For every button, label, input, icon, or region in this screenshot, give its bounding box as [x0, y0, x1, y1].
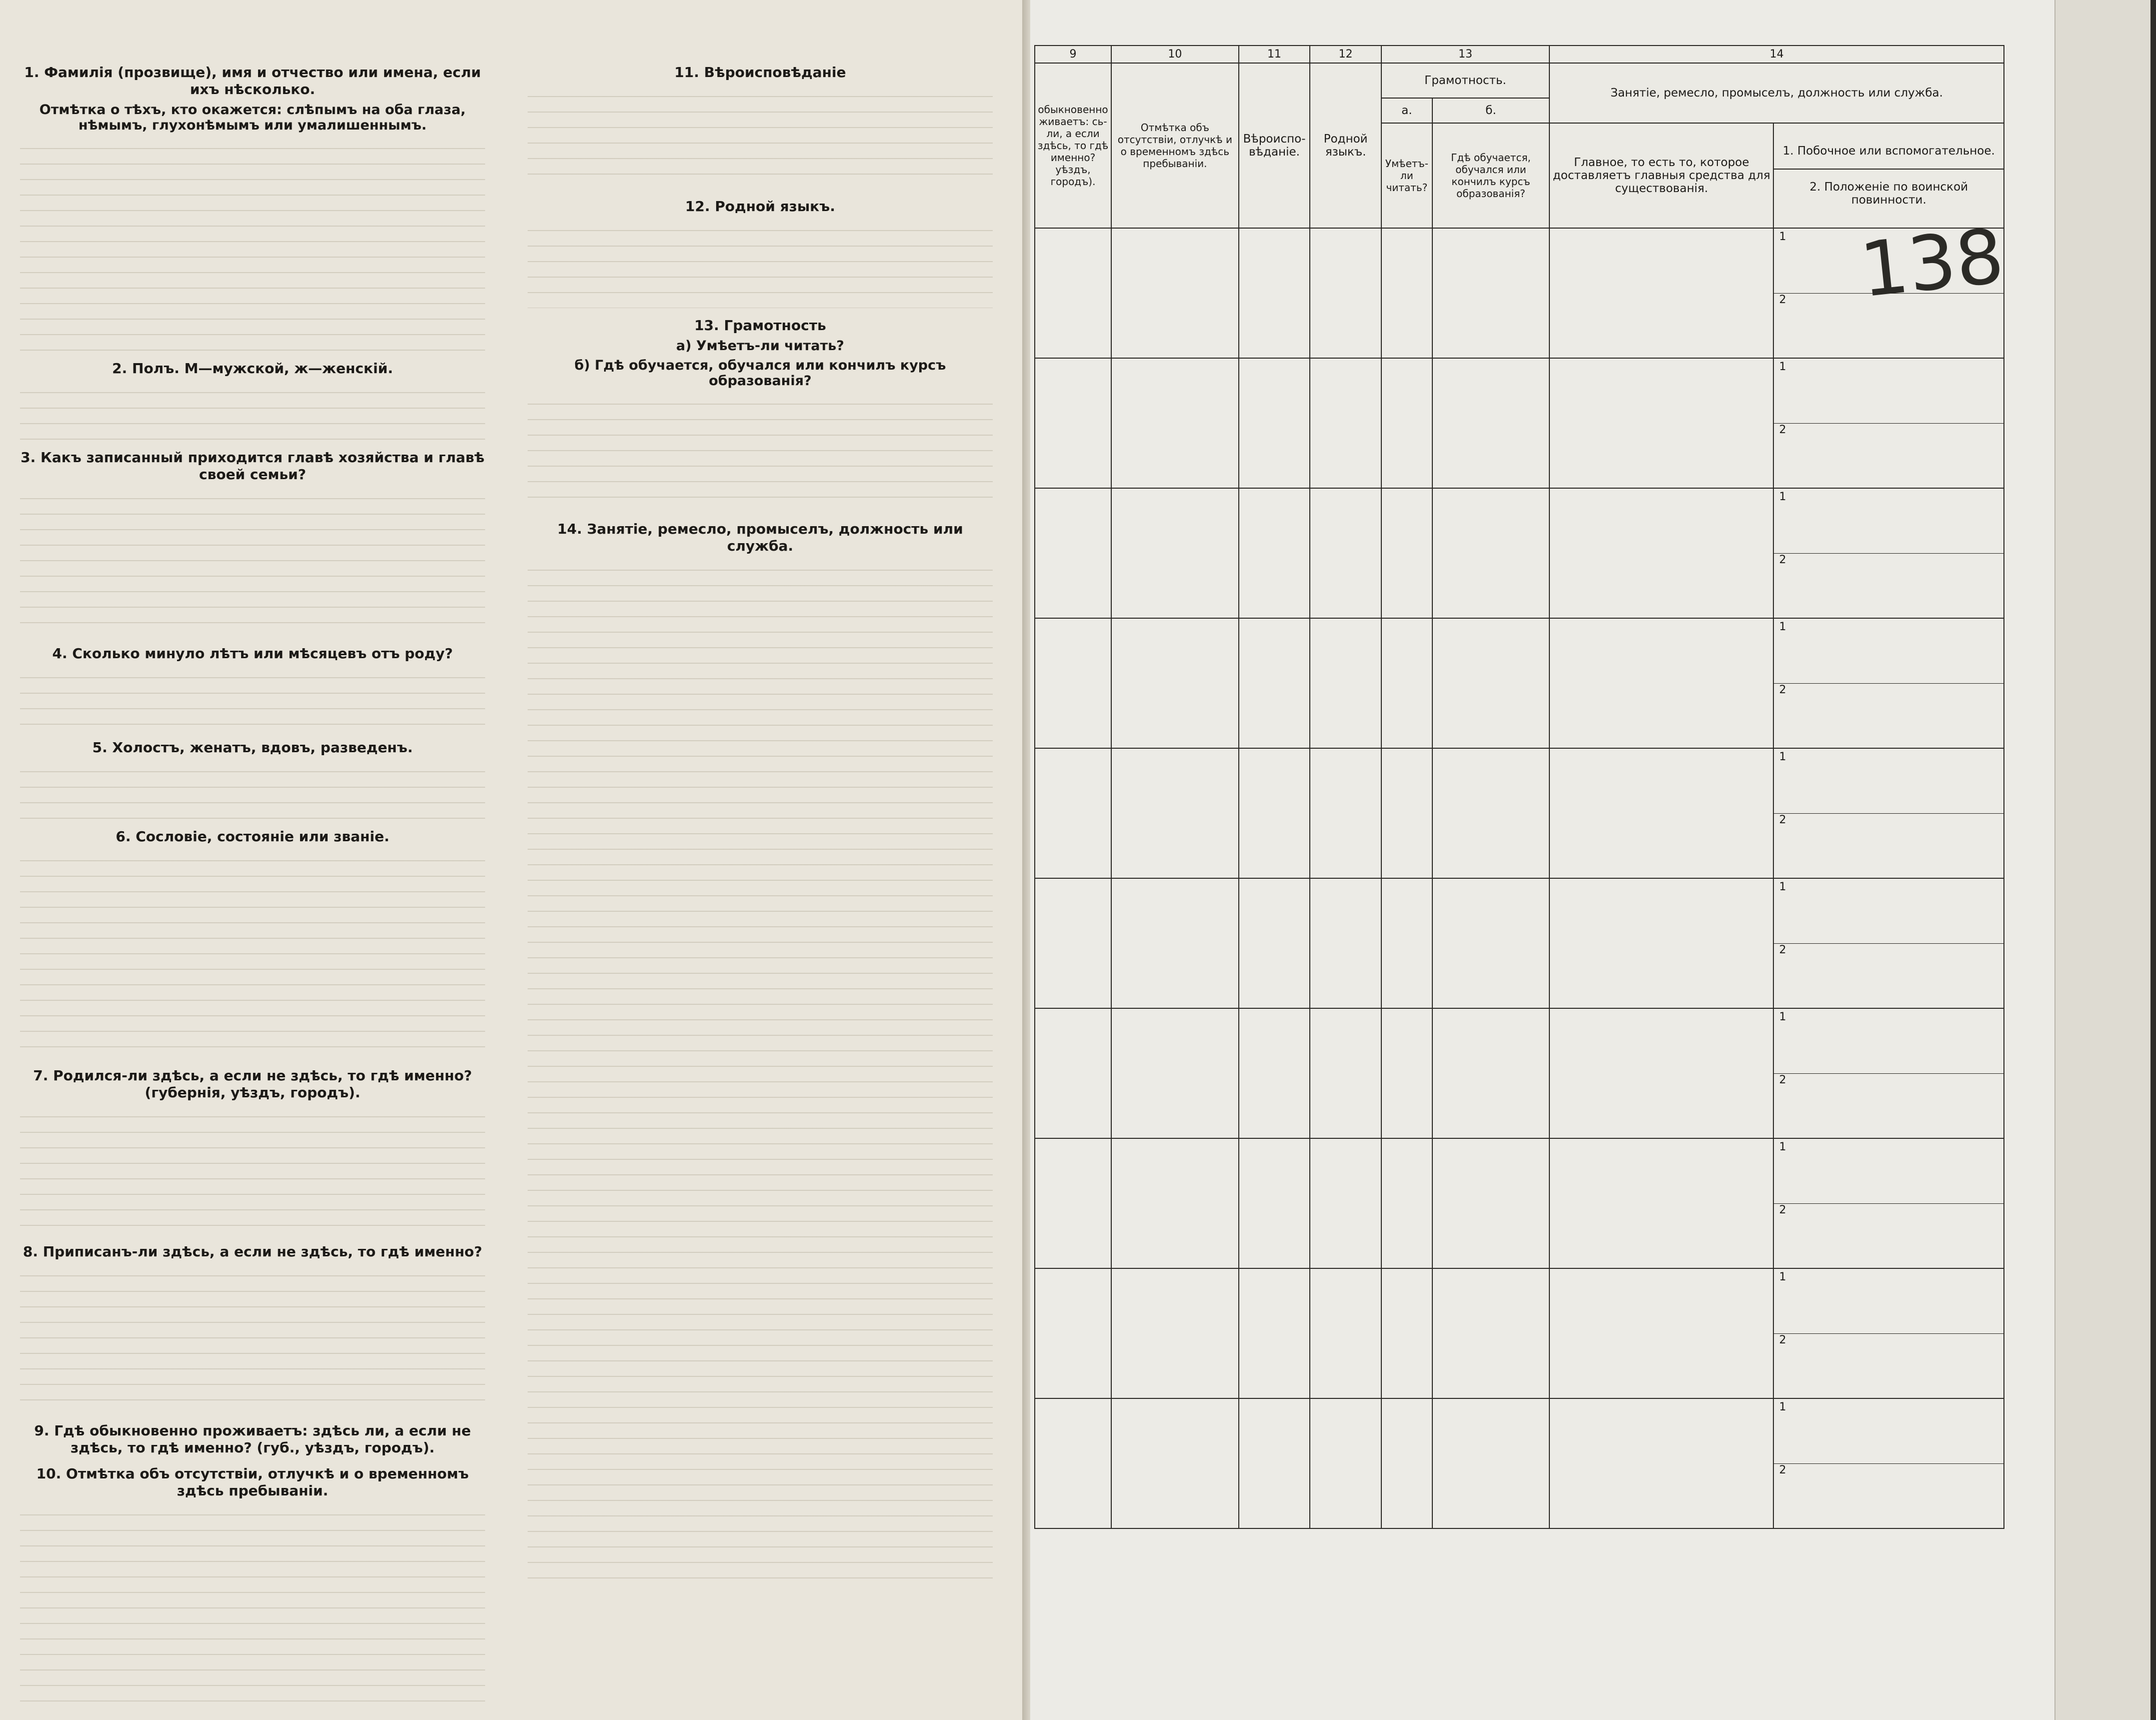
header-side-occupation: 1. Побочное или вспомогательное. [1774, 134, 2003, 170]
paragraph-text [20, 486, 485, 636]
subrow-1: 1 [1779, 620, 1786, 633]
subrow-1: 1 [1779, 880, 1786, 893]
cell [1773, 1268, 2004, 1398]
cell [1035, 358, 1111, 488]
section-heading: 4. Сколько минуло лѣтъ или мѣсяцевъ отъ роду? [52, 645, 453, 662]
paragraph-text [528, 218, 993, 308]
paragraph-text [20, 848, 485, 1058]
cell [1432, 1138, 1549, 1268]
cell [1035, 488, 1111, 618]
paragraph-text [20, 380, 485, 440]
subrow-1: 1 [1779, 1010, 1786, 1023]
section-heading: 10. Отмѣтка объ отсутствіи, отлучкѣ и о временномъ здѣсь пребываніи. [36, 1465, 469, 1499]
cell [1381, 1268, 1432, 1398]
cell [1310, 1138, 1381, 1268]
cell [1381, 748, 1432, 878]
cell [1432, 1398, 1549, 1528]
cell [1239, 618, 1310, 748]
cell [1381, 1008, 1432, 1138]
paragraph-text [528, 392, 993, 512]
cell [1111, 1008, 1239, 1138]
table-row [1035, 488, 2004, 618]
cell [1310, 358, 1381, 488]
cell [1773, 488, 2004, 618]
section-heading: 3. Какъ записанный приходится главѣ хозяйства и главѣ своей семьи? [21, 449, 485, 483]
subrow-1: 1 [1779, 750, 1786, 763]
cell [1381, 618, 1432, 748]
subrow-2: 2 [1774, 1463, 2003, 1526]
header-occupation-b [1773, 123, 2004, 228]
cell [1549, 1008, 1773, 1138]
section-heading: 1. Фамилія (прозвище), имя и отчество или имена, если ихъ нѣсколько. [24, 64, 481, 98]
header-literacy-b: б. [1432, 98, 1549, 123]
header-military-status: 2. Положеніе по воинской повинности. [1809, 181, 1968, 207]
cell [1381, 488, 1432, 618]
cell [1549, 228, 1773, 358]
section-heading: 13. Грамотность [694, 317, 826, 334]
section-heading: 12. Родной языкъ. [685, 198, 835, 215]
cell [1549, 488, 1773, 618]
paragraph-text [20, 1502, 485, 1712]
cell [1111, 1398, 1239, 1528]
cell [1381, 228, 1432, 358]
cell [1432, 1268, 1549, 1398]
cell [1310, 228, 1381, 358]
table-row [1035, 1008, 2004, 1138]
section-heading: 11. Вѣроисповѣданіе [674, 64, 846, 81]
cell [1035, 878, 1111, 1008]
cell [1773, 748, 2004, 878]
cell [1310, 1398, 1381, 1528]
header-absence: Отмѣтка объ отсутствіи, отлучкѣ и о временномъ здѣсь пребываніи. [1111, 63, 1239, 228]
cell [1773, 1008, 2004, 1138]
header-religion: Вѣроиспо-вѣданіе. [1239, 63, 1310, 228]
table-row [1035, 1398, 2004, 1528]
cell [1035, 748, 1111, 878]
cell [1432, 488, 1549, 618]
cell [1111, 228, 1239, 358]
cell [1549, 1398, 1773, 1528]
subrow-1: 1 [1779, 1270, 1786, 1283]
subrow-1: 1 [1779, 230, 1786, 243]
cell [1035, 618, 1111, 748]
section-heading: 9. Гдѣ обыкновенно проживаетъ: здѣсь ли, а если не здѣсь, то гдѣ именно? (губ., уѣздъ, городъ). [34, 1422, 471, 1456]
cell [1773, 1398, 2004, 1528]
col-number: 14 [1549, 46, 2004, 63]
section-heading: 5. Холостъ, женатъ, вдовъ, разведенъ. [92, 739, 413, 756]
cell [1432, 1008, 1549, 1138]
subrow-1: 1 [1779, 1400, 1786, 1413]
cell [1310, 618, 1381, 748]
subrow-1: 1 [1779, 490, 1786, 503]
cell [1432, 878, 1549, 1008]
cell [1111, 748, 1239, 878]
next-page-edge [2054, 0, 2150, 1720]
census-table [1034, 45, 2004, 1595]
cell [1111, 1268, 1239, 1398]
subrow-1: 1 [1779, 360, 1786, 373]
section-heading: 6. Сословіе, состояніе или званіе. [116, 828, 390, 845]
instructions-column-right [528, 55, 993, 1583]
subrow-1: 1 [1779, 1140, 1786, 1153]
table-row [1035, 358, 2004, 488]
cell [1111, 358, 1239, 488]
cell [1239, 228, 1310, 358]
subrow-2: 2 [1774, 683, 2003, 746]
table-row [1035, 1138, 2004, 1268]
header-literacy-a: а. [1381, 98, 1432, 123]
cell [1239, 1268, 1310, 1398]
cell [1035, 1398, 1111, 1528]
subrow-2: 2 [1774, 1073, 2003, 1136]
cell [1239, 1008, 1310, 1138]
section-heading: 8. Приписанъ-ли здѣсь, а если не здѣсь, то гдѣ именно? [23, 1243, 483, 1260]
paragraph-text [20, 665, 485, 730]
col-number: 10 [1111, 46, 1239, 63]
cell [1239, 488, 1310, 618]
subrow-2: 2 [1774, 423, 2003, 486]
subrow-2: 2 [1774, 293, 2003, 356]
cell [1310, 748, 1381, 878]
cell [1035, 228, 1111, 358]
cell [1239, 1398, 1310, 1528]
cell [1239, 748, 1310, 878]
cell [1381, 358, 1432, 488]
section-heading: 14. Занятіе, ремесло, промыселъ, должность или служба. [557, 521, 963, 554]
col-number: 11 [1239, 46, 1310, 63]
cell [1035, 1138, 1111, 1268]
cell [1549, 618, 1773, 748]
header-occupation-main: Главное, то есть то, которое доставляетъ главныя средства для существованія. [1549, 123, 1773, 228]
paragraph-text [528, 84, 993, 189]
section-heading: 2. Полъ. М—мужской, ж—женскій. [112, 360, 393, 377]
subrow-2: 2 [1774, 1203, 2003, 1266]
paragraph-text [20, 759, 485, 819]
cell [1239, 1138, 1310, 1268]
subrow-2: 2 [1774, 1333, 2003, 1396]
table-row [1035, 618, 2004, 748]
subrow-2: 2 [1774, 813, 2003, 876]
cell [1549, 878, 1773, 1008]
cell [1549, 1268, 1773, 1398]
cell [1773, 618, 2004, 748]
cell [1432, 228, 1549, 358]
subrow-2: 2 [1774, 553, 2003, 616]
cell [1432, 618, 1549, 748]
table-row [1035, 1268, 2004, 1398]
cell [1549, 748, 1773, 878]
cell [1310, 488, 1381, 618]
header-education: Гдѣ обучается, обучался или кончилъ курсъ образованія? [1432, 123, 1549, 228]
cell [1310, 878, 1381, 1008]
cell [1310, 1268, 1381, 1398]
col-number: 12 [1310, 46, 1381, 63]
cell [1111, 1138, 1239, 1268]
cell [1432, 358, 1549, 488]
section-heading: Отмѣтка о тѣхъ, кто окажется: слѣпымъ на оба глаза, нѣмымъ, глухонѣмымъ или умалишеннымъ. [39, 102, 466, 133]
cell [1773, 1138, 2004, 1268]
header-residence: обыкновенно живаетъ: сь-ли, а если здѣсь, то гдѣ именно? уѣздъ, городъ). [1035, 63, 1111, 228]
cell [1773, 358, 2004, 488]
col-number: 9 [1035, 46, 1111, 63]
section-heading: 7. Родился-ли здѣсь, а если не здѣсь, то гдѣ именно? (губернія, уѣздъ, городъ). [33, 1067, 472, 1101]
header-can-read: Умѣетъ-ли читать? [1381, 123, 1432, 228]
paragraph-text [528, 558, 993, 1583]
section-heading: б) Гдѣ обучается, обучался или кончилъ курсъ образованія? [574, 358, 946, 389]
paragraph-text [20, 1263, 485, 1413]
cell [1310, 1008, 1381, 1138]
cell [1432, 748, 1549, 878]
cell [1381, 1138, 1432, 1268]
cell [1111, 488, 1239, 618]
header-literacy: Грамотность. [1381, 63, 1549, 98]
cell [1549, 358, 1773, 488]
subrow-2: 2 [1774, 943, 2003, 1006]
paragraph-text [20, 136, 485, 351]
cell [1381, 878, 1432, 1008]
instructions-page [0, 0, 1030, 1720]
cell [1111, 878, 1239, 1008]
table-row [1035, 878, 2004, 1008]
table-row [1035, 748, 2004, 878]
paragraph-text [20, 1104, 485, 1234]
header-occupation: Занятіе, ремесло, промыселъ, должность или служба. [1549, 63, 2004, 123]
header-language: Родной языкъ. [1310, 63, 1381, 228]
section-heading: а) Умѣетъ-ли читать? [676, 338, 844, 354]
col-number: 13 [1381, 46, 1549, 63]
instructions-column-left [20, 55, 485, 1712]
cell [1035, 1008, 1111, 1138]
handwritten-page-number: 138 [1856, 213, 2008, 315]
cell [1239, 878, 1310, 1008]
cell [1239, 358, 1310, 488]
cell [1549, 1138, 1773, 1268]
cell [1381, 1398, 1432, 1528]
cell [1035, 1268, 1111, 1398]
cell [1773, 878, 2004, 1008]
cell [1111, 618, 1239, 748]
